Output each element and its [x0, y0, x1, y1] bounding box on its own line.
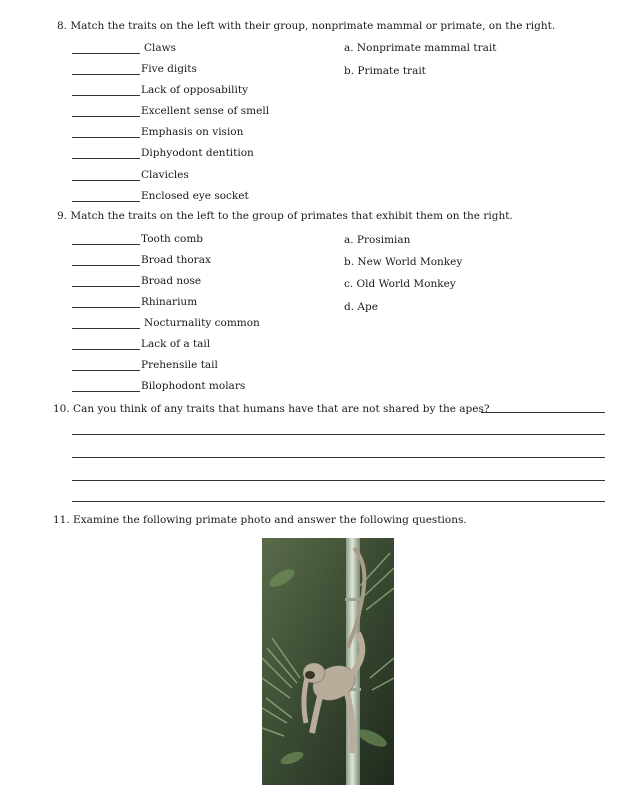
- question-9: [57, 210, 513, 223]
- option-prosimian: a. Prosimian: [344, 234, 411, 246]
- trait-clavicles: Clavicles: [141, 169, 189, 181]
- trait-diphyodont-dentition: Diphyodont dentition: [141, 147, 254, 159]
- answer-blank[interactable]: [72, 328, 140, 329]
- option-ape: d. Ape: [344, 301, 378, 313]
- trait-broad-nose: Broad nose: [141, 275, 202, 287]
- question-9-prompt: Match the traits on the left to the group of primates that exhibit them on the right.: [70, 210, 513, 222]
- trait-tooth-comb: Tooth comb: [141, 233, 204, 245]
- trait-five-digits: Five digits: [141, 63, 197, 75]
- trait-claws: Claws: [144, 42, 177, 54]
- answer-blank[interactable]: [72, 286, 140, 287]
- answer-blank[interactable]: [72, 116, 140, 117]
- answer-blank[interactable]: [72, 265, 140, 266]
- answer-blank[interactable]: [72, 53, 140, 54]
- answer-blank[interactable]: [72, 74, 140, 75]
- answer-blank[interactable]: [72, 201, 140, 202]
- answer-blank[interactable]: [72, 95, 140, 96]
- trait-sense-of-smell: Excellent sense of smell: [141, 105, 270, 117]
- answer-blank[interactable]: [72, 349, 140, 350]
- answer-line[interactable]: [72, 480, 605, 481]
- trait-nocturnality: Nocturnality common: [144, 317, 260, 329]
- trait-bilophodont-molars: Bilophodont molars: [141, 380, 246, 392]
- question-9-number: 9.: [57, 210, 68, 222]
- trait-prehensile-tail: Prehensile tail: [141, 359, 218, 371]
- trait-enclosed-eye-socket: Enclosed eye socket: [141, 190, 249, 202]
- answer-blank[interactable]: [72, 391, 140, 392]
- trait-rhinarium: Rhinarium: [141, 296, 198, 308]
- answer-blank[interactable]: [72, 307, 140, 308]
- option-new-world-monkey: b. New World Monkey: [344, 256, 463, 268]
- option-nonprimate: a. Nonprimate mammal trait: [344, 42, 497, 54]
- answer-blank[interactable]: [72, 244, 140, 245]
- question-11: [53, 514, 467, 527]
- trait-lack-of-tail: Lack of a tail: [141, 338, 211, 350]
- question-8: [57, 20, 555, 33]
- answer-line[interactable]: [72, 501, 605, 502]
- answer-line[interactable]: [72, 457, 605, 458]
- answer-blank[interactable]: [72, 370, 140, 371]
- answer-line[interactable]: [72, 434, 605, 435]
- trait-lack-of-opposability: Lack of opposability: [141, 84, 249, 96]
- question-11-number: 11.: [53, 514, 70, 526]
- answer-blank[interactable]: [72, 158, 140, 159]
- trait-broad-thorax: Broad thorax: [141, 254, 211, 266]
- option-primate: b. Primate trait: [344, 65, 426, 77]
- option-old-world-monkey: c. Old World Monkey: [344, 278, 456, 290]
- question-10-number: 10.: [53, 403, 70, 415]
- question-8-number: 8.: [57, 20, 68, 32]
- question-10-prompt: Can you think of any traits that humans have that are not shared by the apes?: [73, 403, 490, 415]
- question-8-prompt: Match the traits on the left with their group, nonprimate mammal or primate, on the right.: [70, 20, 556, 32]
- answer-blank[interactable]: [72, 137, 140, 138]
- primate-photo-illustration: [262, 538, 394, 785]
- question-10: [53, 403, 489, 416]
- answer-blank[interactable]: [72, 180, 140, 181]
- question-11-prompt: Examine the following primate photo and answer the following questions.: [73, 514, 467, 526]
- answer-line[interactable]: [481, 412, 605, 413]
- primate-photo: [262, 538, 394, 785]
- trait-emphasis-on-vision: Emphasis on vision: [141, 126, 244, 138]
